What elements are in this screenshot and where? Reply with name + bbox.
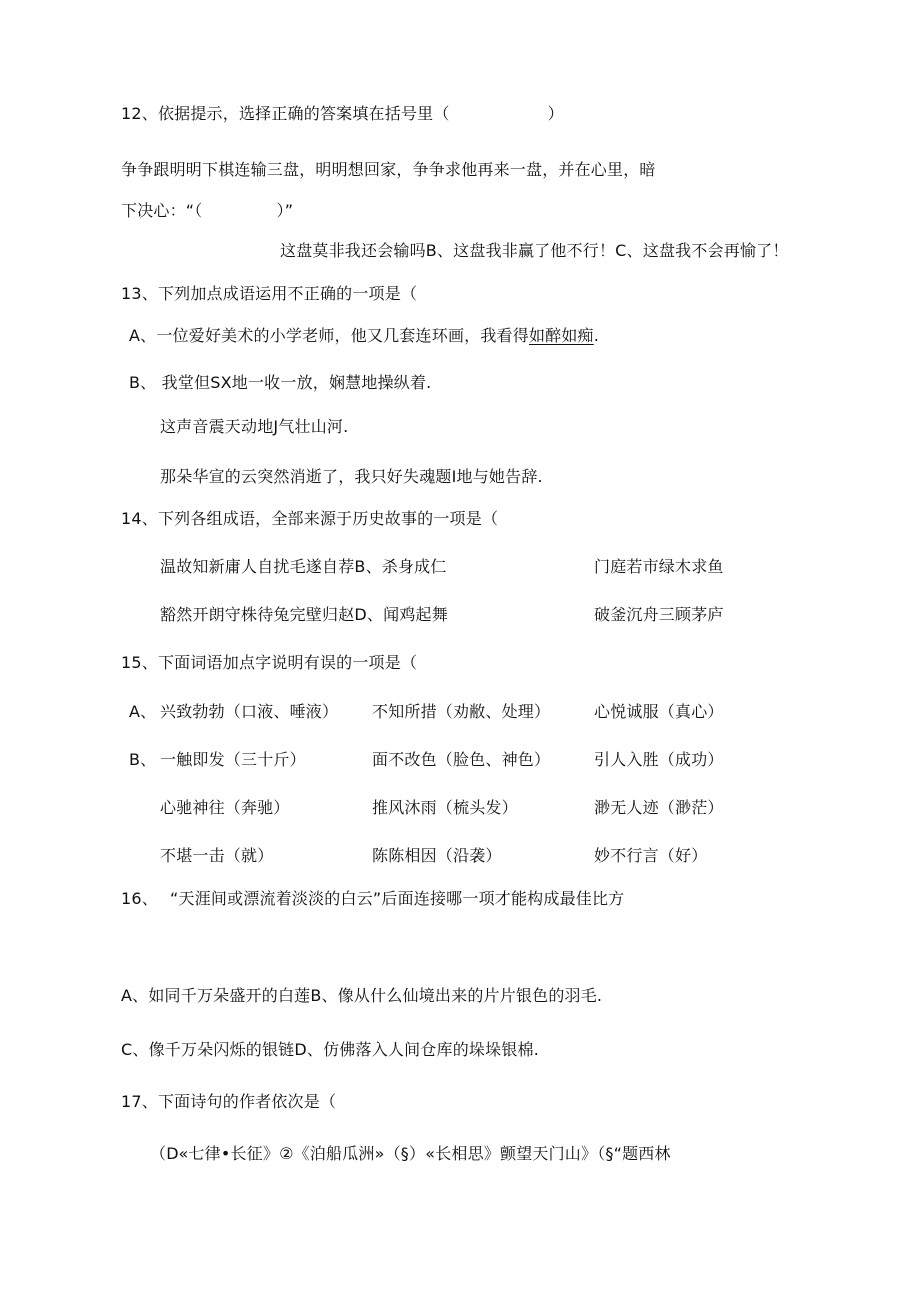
q14-row1-right: 门庭若市绿木求鱼 [594,557,724,576]
q17-poem-list: （D«七律•长征》②《泊船瓜洲»（§）«长相思》颤望天门山》（§“题西林 [150,1144,671,1163]
q15-row-b-prefix: B、 [129,750,157,769]
q15-row-a-prefix: A、 [129,702,157,721]
q15-row-d-col3: 妙不行言（好） [594,846,708,865]
q16-options-ab: A、如同千万朵盛开的白莲B、像从什么仙境出来的片片银色的羽毛. [121,986,603,1005]
q15-row-a-col1: 兴致勃勃（口液、唾液） [160,702,339,721]
q13-stem: 13、下列加点成语运用不正确的一项是（ [121,284,418,303]
q15-stem: 15、下面词语加点字说明有误的一项是（ [121,653,418,672]
q14-row2-left: 豁然开朗守株待兔完壁归赵D、闻鸡起舞 [160,605,448,624]
q17-stem: 17、下面诗句的作者依次是（ [121,1092,337,1111]
q13-option-d: 那朵华宣的云突然消逝了，我只好失魂题I地与她告辞. [160,467,543,486]
q15-row-c-col3: 渺无人迹（渺茫） [594,798,724,817]
q13-option-b: B、 我堂但SX地一收一放，娴慧地操纵着. [129,373,432,392]
q15-row-b-col2: 面不改色（脸色、神色） [372,750,551,769]
q15-row-a-col3: 心悦诚服（真心） [594,702,724,721]
q13-dotted-idiom: 如醉如痴 [528,326,594,345]
q15-row-d-col2: 陈陈相因（沿袭） [372,846,502,865]
q16-stem: “天涯间或漂流着淡淡的白云”后面连接哪一项才能构成最佳比方 [170,889,625,908]
q16-number: 16、 [121,889,158,908]
q15-row-c-col1: 心驰神往（奔驰） [160,798,290,817]
q12-options: 这盘莫非我还会输吗B、这盘我非赢了他不行！C、这盘我不会再愉了！ [280,241,789,260]
q14-row1-left: 温故知新庸人自扰毛遂自荐B、杀身成仁 [160,557,447,576]
q14-row2-right: 破釜沉舟三顾茅庐 [594,605,724,624]
q12-passage-line-2: 下决心：“（ ）” [121,201,294,220]
q12-stem: 12、依据提示，选择正确的答案填在括号里（ ） [121,104,564,123]
q15-row-b-col1: 一触即发（三十斤） [160,750,306,769]
q15-row-a-col2: 不知所措（劝敝、处理） [372,702,551,721]
q16-options-cd: C、像千万朵闪烁的银链D、仿佛落入人间仓库的垛垛银棉. [121,1040,539,1059]
q14-stem: 14、下列各组成语，全部来源于历史故事的一项是（ [121,509,499,528]
q15-row-d-col1: 不堪一击（就） [160,846,274,865]
q15-row-b-col3: 引人入胜（成功） [594,750,724,769]
q13-option-a: A、一位爱好美术的小学老师，他又几套连环画，我看得如醉如痴. [129,326,600,345]
q15-row-c-col2: 推风沐雨（梳头发） [372,798,518,817]
q12-passage-line-1: 争争跟明明下棋连输三盘，明明想回家，争争求他再来一盘，并在心里，暗 [121,160,656,179]
q13-option-c: 这声音震天动地J气壮山河. [160,417,349,436]
